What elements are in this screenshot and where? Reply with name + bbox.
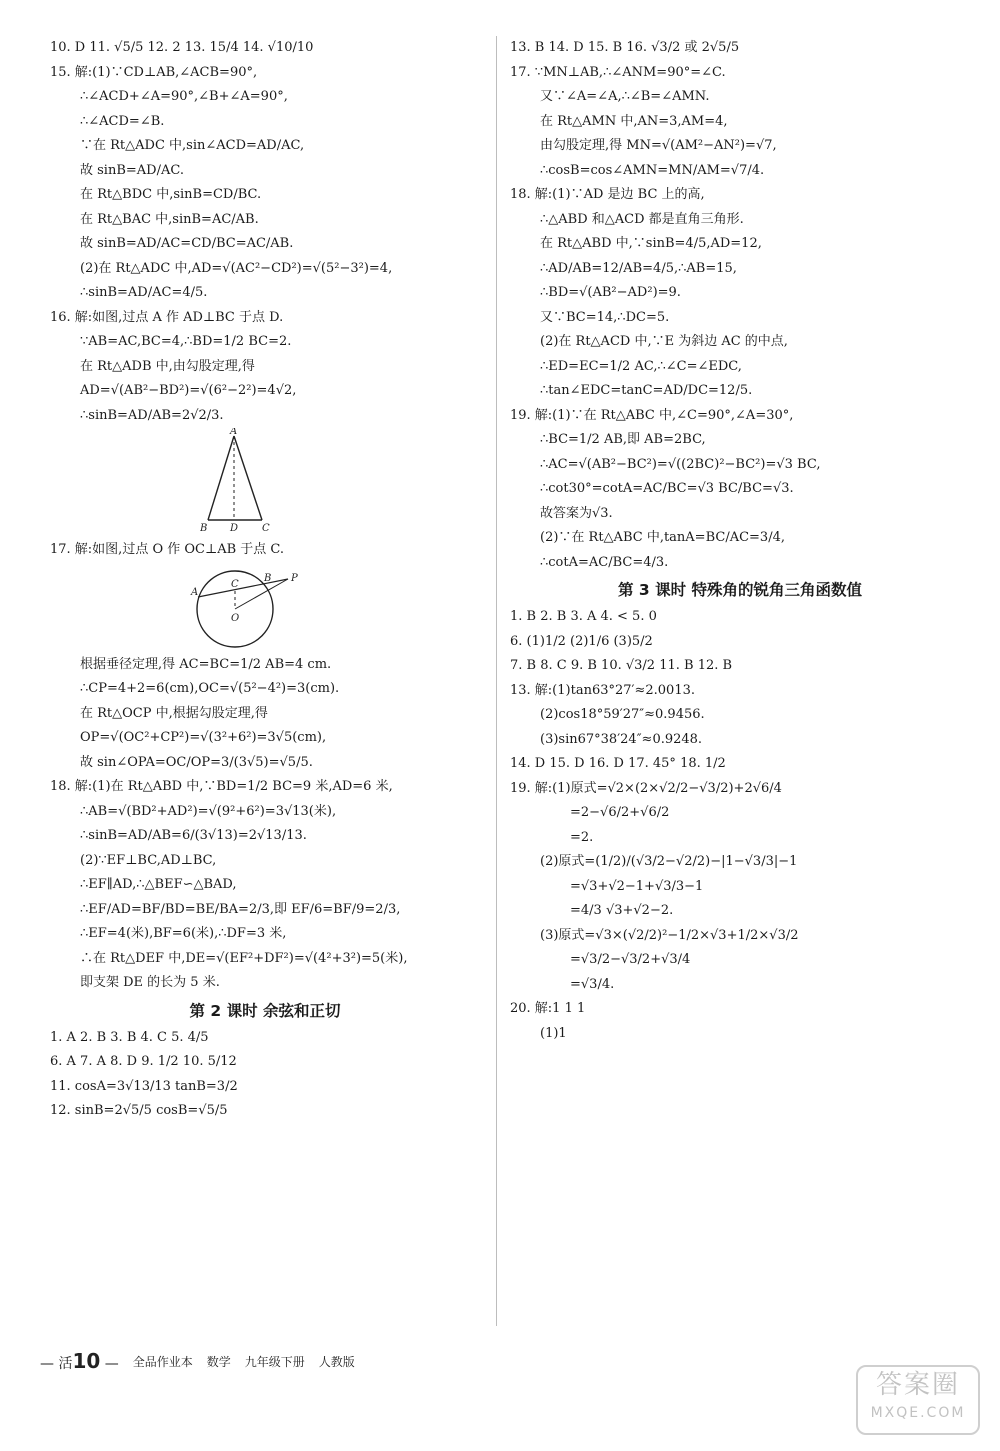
column-divider (496, 36, 497, 1326)
answer-line: ∴sinB=AD/AC=4/5. (80, 285, 208, 300)
answer-line: ∴AD/AB=12/AB=4/5,∴AB=15, (540, 260, 737, 276)
answer-line: ∴BD=√(AB²−AD²)=9. (540, 285, 681, 300)
section-heading: 第 3 课时 特殊角的锐角三角函数值 (618, 581, 862, 599)
answer-line: ∴EF=4(米),BF=6(米),∴DF=3 米, (80, 926, 287, 941)
answer-line: ∴△ABD 和△ACD 都是直角三角形. (540, 211, 744, 227)
answer-line: ∵在 Rt△ADC 中,sin∠ACD=AD/AC, (80, 138, 305, 153)
answer-line: ∴在 Rt△DEF 中,DE=√(EF²+DF²)=√(4²+3²)=5(米), (80, 950, 408, 966)
point-label: C (231, 578, 239, 590)
watermark-url: MXQE.COM (870, 1405, 966, 1421)
watermark-title: 答案圈 (875, 1370, 960, 1400)
answer-line: 15. 解:(1)∵CD⊥AB,∠ACB=90°, (50, 64, 258, 80)
answer-line: 根据垂径定理,得 AC=BC=1/2 AB=4 cm. (80, 656, 332, 672)
answer-line: ∴sinB=AD/AB=6/(3√13)=2√13/13. (80, 828, 307, 843)
answer-line: ∴AB=√(BD²+AD²)=√(9²+6²)=3√13(米), (80, 803, 337, 819)
edition-label: 人教版 (318, 1355, 355, 1369)
answer-line: 在 Rt△BDC 中,sinB=CD/BC. (80, 187, 262, 202)
subject-label: 数学 (206, 1355, 231, 1369)
point-label: B (264, 572, 272, 584)
answer-line: (2)cos18°59′27″≈0.9456. (540, 707, 705, 722)
answer-line: 18. 解:(1)∵AD 是边 BC 上的高, (510, 187, 705, 202)
answer-line: 故 sinB=AD/AC. (80, 162, 184, 178)
answer-line: 由勾股定理,得 MN=√(AM²−AN²)=√7, (540, 138, 777, 153)
answer-line: =2. (570, 829, 594, 845)
answer-line: 13. 解:(1)tan63°27′≈2.0013. (510, 682, 695, 698)
answer-line: 16. 解:如图,过点 A 作 AD⊥BC 于点 D. (50, 309, 284, 325)
answer-line: (2)原式=(1/2)/(√3/2−√2/2)−|1−√3/3|−1 (540, 854, 798, 869)
answer-line: 1. B 2. B 3. A 4. < 5. 0 (510, 609, 657, 624)
answer-line: 1. A 2. B 3. B 4. C 5. 4/5 (50, 1029, 209, 1045)
answer-line: 17. ∵MN⊥AB,∴∠ANM=90°=∠C. (510, 64, 726, 80)
answer-line: 13. B 14. D 15. B 16. √3/2 或 2√5/5 (510, 40, 740, 55)
answer-line: 在 Rt△BAC 中,sinB=AC/AB. (80, 211, 259, 227)
answer-line: =√3/4. (570, 976, 615, 992)
answer-line: =√3+√2−1+√3/3−1 (570, 878, 704, 894)
answer-line: 20. 解:1 1 1 (510, 1001, 586, 1016)
vertex-label: B (200, 523, 208, 534)
triangle-figure (50, 428, 480, 538)
answer-line: 11. cosA=3√13/13 tanB=3/2 (50, 1078, 238, 1094)
right-column (510, 36, 970, 1046)
triangle-diagram (200, 428, 310, 538)
answer-line: (1)1 (540, 1025, 567, 1041)
answer-line: 7. B 8. C 9. B 10. √3/2 11. B 12. B (510, 658, 733, 673)
answer-line: 即支架 DE 的长为 5 米. (80, 975, 220, 990)
answer-line: 17. 解:如图,过点 O 作 OC⊥AB 于点 C. (50, 542, 285, 557)
point-label: O (231, 612, 240, 624)
page-number-block (40, 1349, 119, 1376)
answer-line: (2)在 Rt△ADC 中,AD=√(AC²−CD²)=√(5²−3²)=4, (80, 260, 393, 276)
answer-line: 6. (1)1/2 (2)1/6 (3)5/2 (510, 633, 653, 649)
answer-line: ∴tan∠EDC=tanC=AD/DC=12/5. (540, 383, 753, 398)
answer-line: ∴cosB=cos∠AMN=MN/AM=√7/4. (540, 162, 765, 178)
vertex-label: C (262, 523, 270, 534)
answer-line: (2)∵在 Rt△ABC 中,tanA=BC/AC=3/4, (540, 530, 785, 545)
answer-line: ∴sinB=AD/AB=2√2/3. (80, 407, 224, 423)
answer-line: ∴EF/AD=BF/BD=BE/BA=2/3,即 EF/6=BF/9=2/3, (80, 901, 401, 917)
section-heading: 第 2 课时 余弦和正切 (189, 1001, 341, 1020)
answer-line: (3)sin67°38′24″≈0.9248. (540, 731, 703, 747)
answer-line: 故 sinB=AD/AC=CD/BC=AC/AB. (80, 236, 294, 251)
answer-line: ∴BC=1/2 AB,即 AB=2BC, (540, 432, 706, 447)
grade-label: 九年级下册 (244, 1355, 305, 1369)
answer-line: ∴cot30°=cotA=AC/BC=√3 BC/BC=√3. (540, 481, 794, 496)
page-number: 10 (72, 1348, 101, 1373)
answer-line: 18. 解:(1)在 Rt△ABD 中,∵BD=1/2 BC=9 米,AD=6 米, (50, 779, 393, 794)
answer-line: 10. D 11. √5/5 12. 2 13. 15/4 14. √10/10 (50, 40, 314, 55)
answer-line: (2)∵EF⊥BC,AD⊥BC, (80, 852, 217, 868)
answer-line: 14. D 15. D 16. D 17. 45° 18. 1/2 (510, 756, 726, 771)
answer-line: ∴∠ACD+∠A=90°,∠B+∠A=90°, (80, 89, 288, 104)
page-footer (40, 1350, 355, 1374)
answer-line: 在 Rt△OCP 中,根据勾股定理,得 (80, 705, 268, 721)
answer-line: 故答案为√3. (540, 505, 613, 521)
answer-line: 又∵BC=14,∴DC=5. (540, 309, 670, 325)
book-title: 全品作业本 (132, 1355, 193, 1369)
answer-line: 在 Rt△ADB 中,由勾股定理,得 (80, 358, 255, 374)
answer-line: (2)在 Rt△ACD 中,∵E 为斜边 AC 的中点, (540, 334, 788, 349)
vertex-label: A (230, 428, 238, 437)
answer-line: 故 sin∠OPA=OC/OP=3/(3√5)=√5/5. (80, 754, 313, 770)
answer-line: 19. 解:(1)原式=√2×(2×√2/2−√3/2)+2√6/4 (510, 780, 782, 796)
answer-line: 在 Rt△AMN 中,AN=3,AM=4, (540, 113, 728, 129)
answer-line: 19. 解:(1)∵在 Rt△ABC 中,∠C=90°,∠A=30°, (510, 407, 794, 423)
page-suffix: — (104, 1355, 119, 1372)
page-prefix: — 活 (40, 1355, 73, 1372)
answer-line: ∴AC=√(AB²−BC²)=√((2BC)²−BC²)=√3 BC, (540, 456, 821, 472)
answer-line: (3)原式=√3×(√2/2)²−1/2×√3+1/2×√3/2 (540, 927, 799, 943)
answer-line: ∴EF∥AD,∴△BEF∽△BAD, (80, 877, 237, 892)
answer-line: 在 Rt△ABD 中,∵sinB=4/5,AD=12, (540, 236, 762, 251)
answer-line: =4/3 √3+√2−2. (570, 903, 674, 918)
answer-line: 又∵∠A=∠A,∴∠B=∠AMN. (540, 89, 710, 104)
point-label: A (191, 586, 199, 598)
answer-line: 6. A 7. A 8. D 9. 1/2 10. 5/12 (50, 1054, 237, 1069)
answer-line: ∴ED=EC=1/2 AC,∴∠C=∠EDC, (540, 358, 742, 374)
answer-line: AD=√(AB²−BD²)=√(6²−2²)=4√2, (80, 383, 297, 398)
answer-line: ∴CP=4+2=6(cm),OC=√(5²−4²)=3(cm). (80, 681, 340, 696)
circle-diagram (190, 563, 310, 653)
vertex-label: D (230, 523, 239, 534)
answer-line: ∵AB=AC,BC=4,∴BD=1/2 BC=2. (80, 334, 292, 349)
answer-line: =√3/2−√3/2+√3/4 (570, 952, 691, 967)
answer-line: ∴cotA=AC/BC=4/3. (540, 554, 669, 570)
site-watermark (856, 1365, 980, 1435)
answer-line: ∴∠ACD=∠B. (80, 113, 165, 129)
answer-line: =2−√6/2+√6/2 (570, 805, 670, 820)
point-label: P (291, 572, 298, 584)
circle-figure (50, 563, 480, 653)
answer-line: OP=√(OC²+CP²)=√(3²+6²)=3√5(cm), (80, 730, 327, 745)
left-column (50, 36, 480, 1124)
answer-line: 12. sinB=2√5/5 cosB=√5/5 (50, 1103, 228, 1118)
